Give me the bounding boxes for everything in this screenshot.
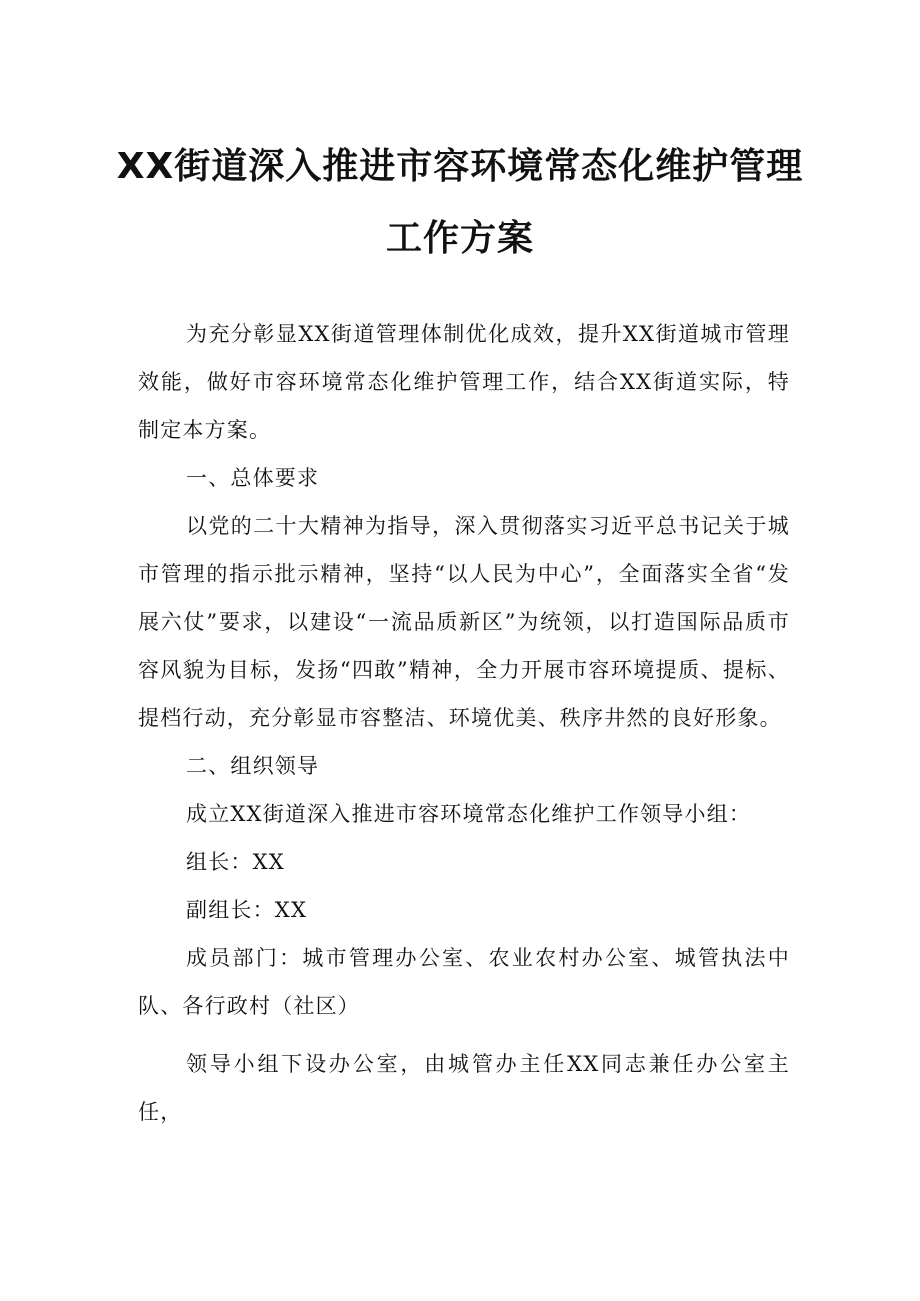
deputy-leader-line: 副组长：XX [186,898,308,922]
general-requirements-paragraph: 以党的二十大精神为指导，深入贯彻落实习近平总书记关于城市管理的指示批示精神，坚持“以人民为中心”，全面落实全省“发展六仗”要求，以建设“一流品质新区”为统领，以打造国际品质市容风貌为目标，发扬“四敢”精神，全力开展市容环境提质、提标、提档行动，充分彰显市容整洁、环境优美、秩序井然的良好形象。 [138,514,790,730]
leading-group-paragraph: 成立XX街道深入推进市容环境常态化维护工作领导小组： [186,802,752,826]
group-leader-line: 组长：XX [186,850,285,874]
member-departments-paragraph: 成员部门：城市管理办公室、农业农村办公室、城管执法中队、各行政村（社区） [138,946,790,1018]
document-body [138,310,790,1136]
intro-paragraph: 为充分彰显XX街道管理体制优化成效，提升XX街道城市管理效能，做好市容环境常态化维护管理工作，结合XX街道实际，特制定本方案。 [138,322,790,442]
document-title-line-2: 工作方案 [385,218,534,259]
document-title-line-1: XX街道深入推进市容环境常态化维护管理 [116,146,804,187]
section-heading-organization: 二、组织领导 [186,754,320,778]
office-paragraph: 领导小组下设办公室，由城管办主任XX同志兼任办公室主任， [138,1052,790,1124]
section-heading-general-requirements: 一、总体要求 [186,466,320,490]
